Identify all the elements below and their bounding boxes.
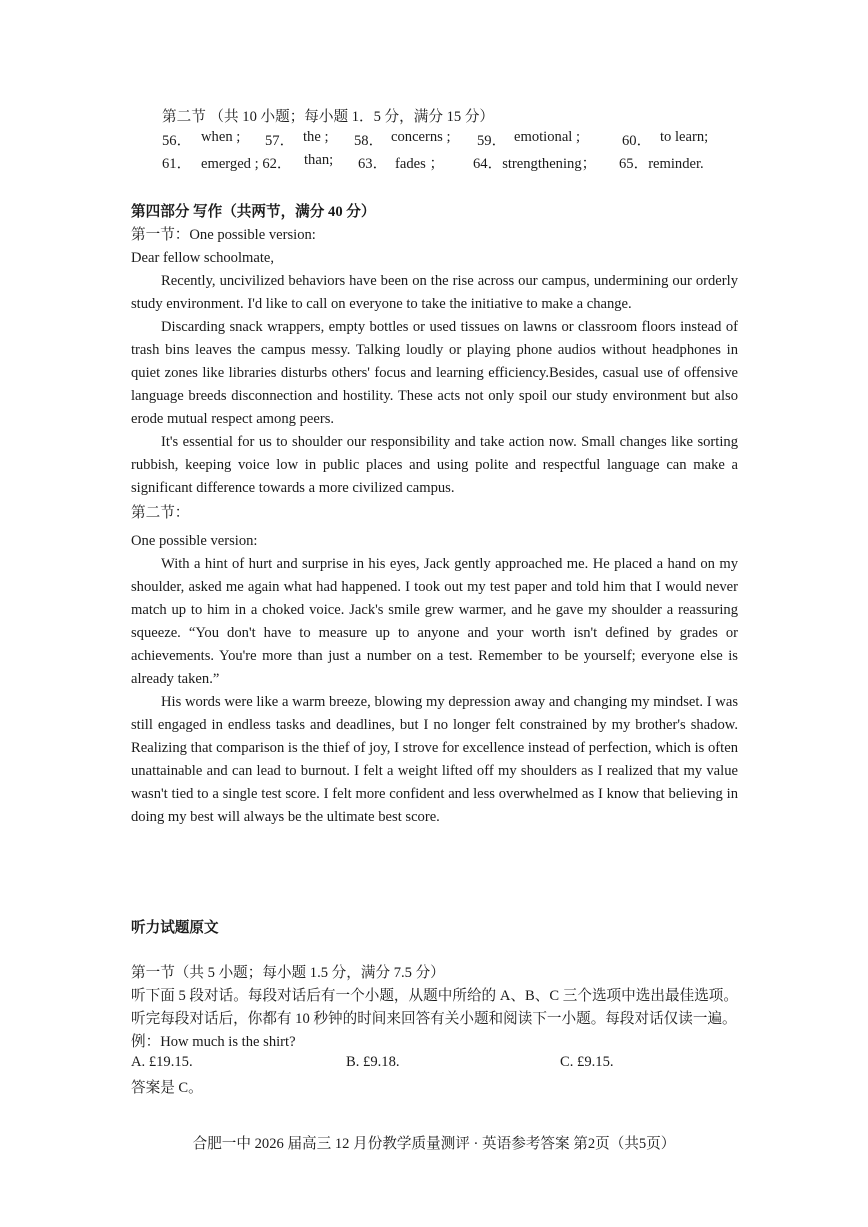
writing2-section bbox=[131, 530, 738, 829]
answer-text: concerns ; bbox=[391, 129, 451, 145]
answer-text: emotional ; bbox=[514, 129, 581, 145]
answer-text: fades ； bbox=[395, 156, 445, 172]
option-b: B. £9.18. bbox=[346, 1054, 400, 1070]
answer-number: 60． bbox=[622, 133, 652, 149]
part4-title: 第四部分 写作（共两节，满分 40 分） bbox=[131, 204, 376, 220]
writing2-paragraph-1: With a hint of hurt and surprise in his eyes, Jack gently approached me. He placed a hand on my shoulder, asked me again what had happened. I took out my test paper and told him that I would never match up to him in a choked voice. Jack's smile grew warmer, and he gave my shoulder a reassuring squeeze. “You don't have to measure up to anyone and your worth isn't defined by grades or achievements. You're more than just a number on a test. Remember to be yourself; everyone else is already taken.” bbox=[131, 556, 738, 687]
option-c: C. £9.15. bbox=[560, 1054, 614, 1070]
answer-text: when ; bbox=[201, 129, 241, 145]
writing2-label: 第二节： bbox=[131, 505, 190, 521]
greeting: Dear fellow schoolmate, bbox=[131, 250, 275, 266]
answer-text: emerged ; 62． bbox=[201, 156, 292, 172]
answer-number: 61． bbox=[162, 156, 192, 172]
example-answer: 答案是 C。 bbox=[131, 1080, 203, 1096]
answer-number: 63． bbox=[358, 156, 388, 172]
writing2-version: One possible version: bbox=[131, 533, 258, 549]
writing1-paragraph-3: It's essential for us to shoulder our responsibility and take action now. Small changes like sorting rubbish, keeping voice low in public places and using polite and respectful language can make a significant difference towards a more civilized campus. bbox=[131, 434, 738, 496]
page-footer: 合肥一中 2026 届高三 12 月份教学质量测评 · 英语参考答案 第2页（共5页） bbox=[192, 1136, 676, 1152]
option-a: A. £19.15. bbox=[131, 1054, 193, 1070]
section2-answers bbox=[162, 106, 738, 175]
answer-number: 56． bbox=[162, 133, 192, 149]
answer-number: 58． bbox=[354, 133, 384, 149]
example-options bbox=[131, 1054, 738, 1077]
answer-number: 59． bbox=[477, 133, 507, 149]
example-question: 例：How much is the shirt? bbox=[131, 1034, 296, 1050]
listening-title-block bbox=[131, 917, 738, 940]
listening-section bbox=[131, 962, 738, 1100]
answers-row-1 bbox=[162, 129, 738, 152]
listening-section1-header: 第一节（共 5 小题；每小题 1.5 分，满分 7.5 分） bbox=[131, 965, 445, 981]
answer-text: to learn; bbox=[660, 129, 709, 145]
answers-row-2 bbox=[162, 152, 738, 175]
section2-header: 第二节 （共 10 小题；每小题 1．5 分，满分 15 分） bbox=[162, 109, 495, 125]
writing2-label-block bbox=[131, 502, 738, 525]
answer-text: than; bbox=[304, 152, 334, 168]
writing1-paragraph-1: Recently, uncivilized behaviors have been on the rise across our campus, undermining our orderly study environment. I'd like to call on everyone to take the initiative to make a change. bbox=[131, 273, 738, 312]
listening-title: 听力试题原文 bbox=[131, 920, 219, 936]
answer-text: 65．reminder. bbox=[619, 156, 704, 172]
writing-section bbox=[131, 201, 738, 500]
writing1-label: 第一节：One possible version: bbox=[131, 227, 316, 243]
writing1-paragraph-2: Discarding snack wrappers, empty bottles or used tissues on lawns or classroom floors instead of trash bins leaves the campus messy. Talking loudly or playing phone audios without headphones in quiet zones like libraries disturbs others' focus and learning efficiency.Besides, casual use of offensive language breeds disconnection and hostility. These acts not only spoil our study environment but also erode mutual respect among peers. bbox=[131, 319, 738, 427]
answer-text: 64．strengthening； bbox=[473, 156, 597, 172]
listening-instructions: 听下面 5 段对话。每段对话后有一个小题，从题中所给的 A、B、C 三个选项中选出最佳选项。听完每段对话后，你都有 10 秒钟的时间来回答有关小题和阅读下一小题。每段对话仅读一遍。 bbox=[131, 988, 738, 1027]
writing2-paragraph-2: His words were like a warm breeze, blowing my depression away and changing my mindset. I was still engaged in endless tasks and deadlines, but I no longer felt constrained by my brother's shadow. Realizing that comparison is the thief of joy, I strove for excellence instead of perfection, which is often unattainable and can lead to burnout. I felt a weight lifted off my shoulders as I realized that my value wasn't tied to a single test score. I felt more confident and less overwhelmed as I know that believing in doing my best will always be the ultimate best score. bbox=[131, 694, 738, 825]
answer-number: 57． bbox=[265, 133, 295, 149]
answer-text: the ; bbox=[303, 129, 329, 145]
